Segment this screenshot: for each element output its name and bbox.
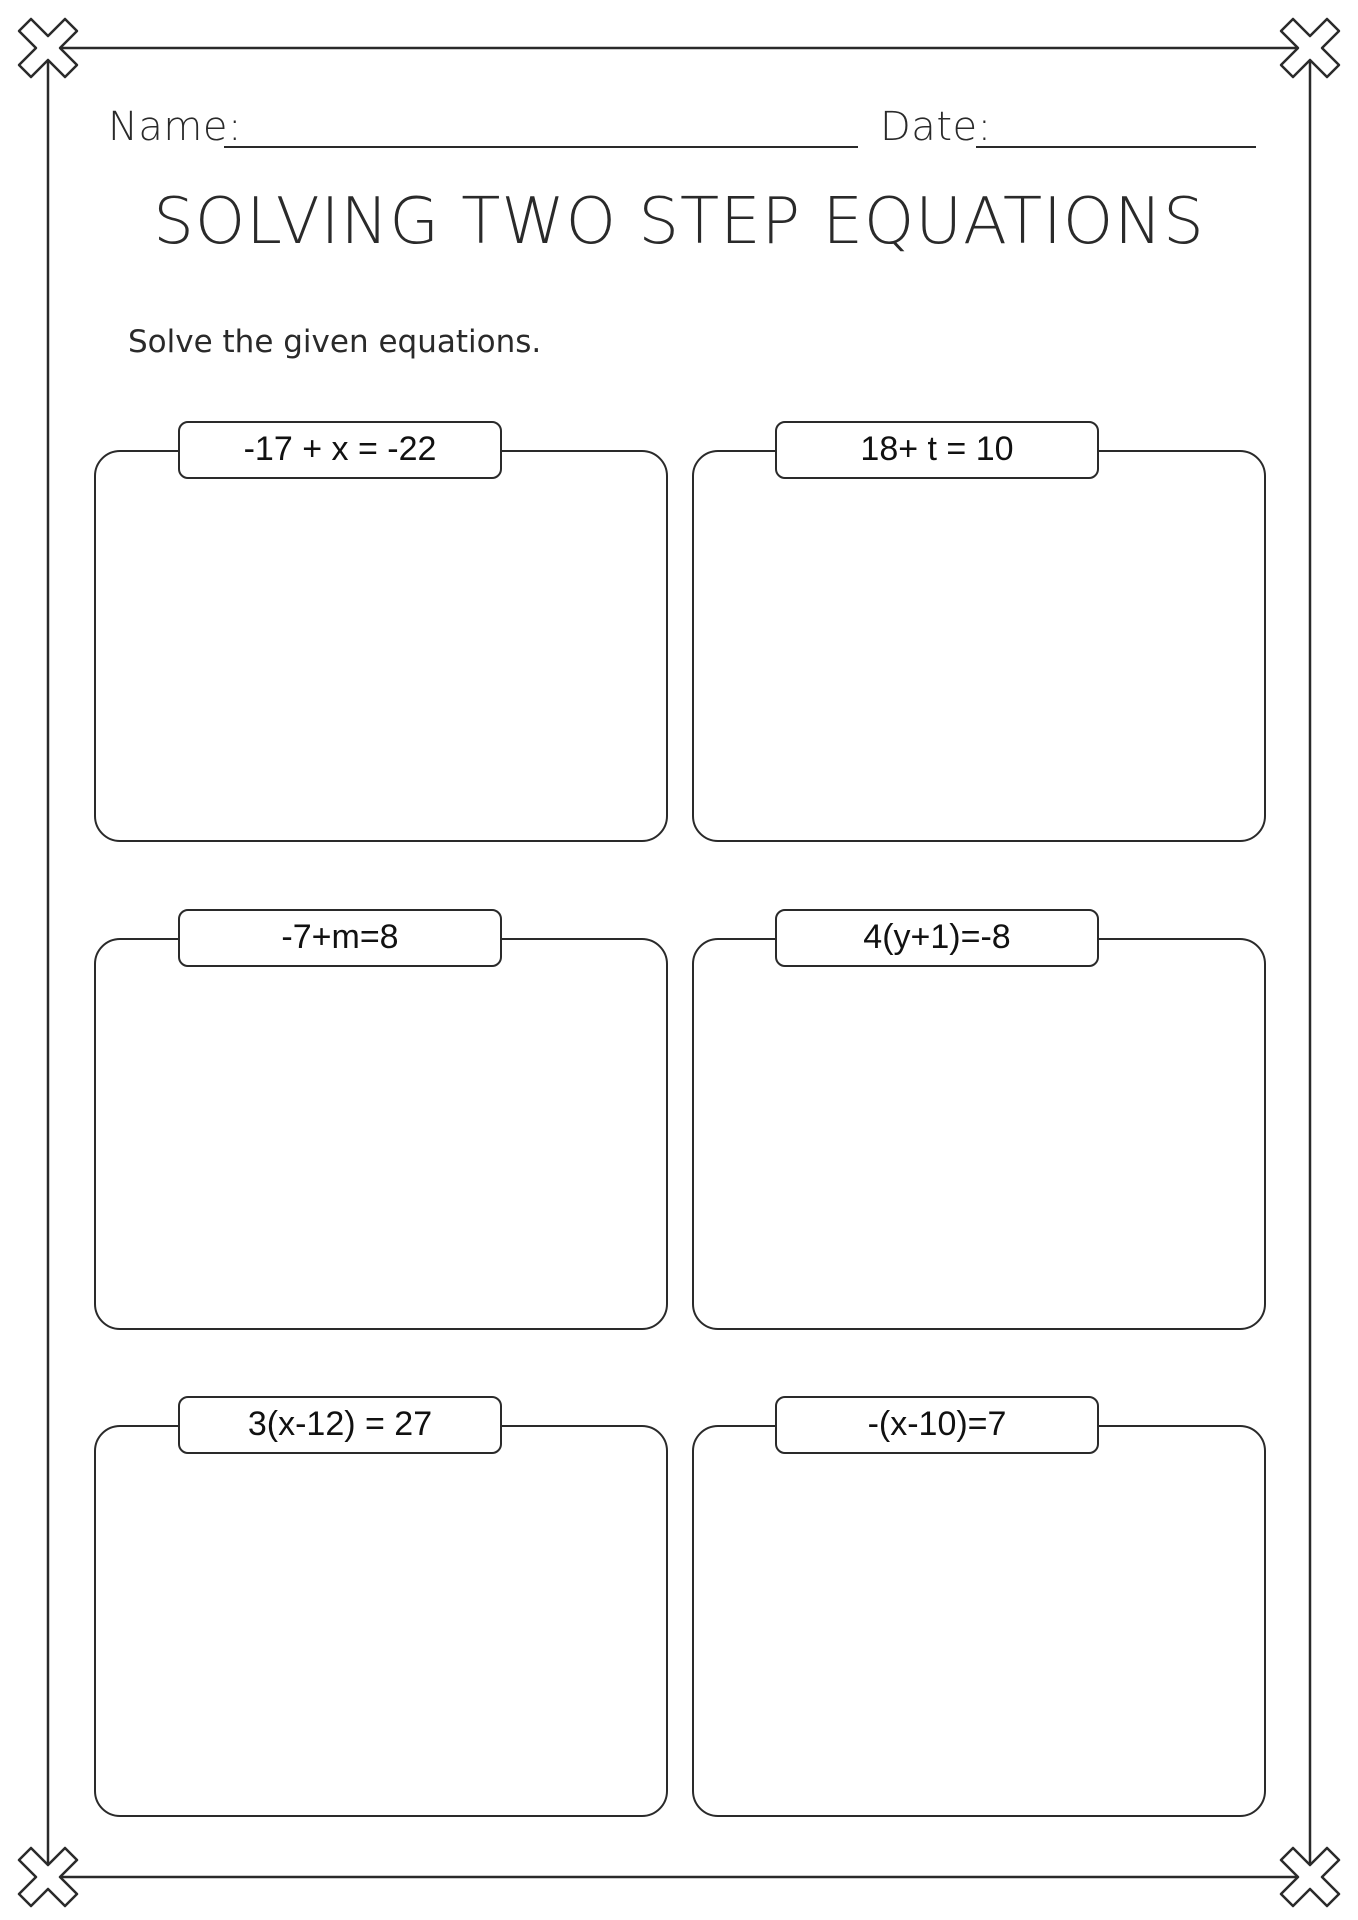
answer-box-5[interactable] [94,1425,668,1817]
name-field[interactable] [224,146,858,148]
equation-label-1: -17 + x = -22 [178,421,502,479]
equation-label-5: 3(x-12) = 27 [178,1396,502,1454]
answer-box-3[interactable] [94,938,668,1330]
equation-label-2: 18+ t = 10 [775,421,1099,479]
date-field[interactable] [976,146,1256,148]
worksheet-title: SOLVING TWO STEP EQUATIONS [153,185,1205,259]
instruction-text: Solve the given equations. [128,324,542,360]
date-label: Date: [880,104,992,150]
answer-box-4[interactable] [692,938,1266,1330]
answer-box-6[interactable] [692,1425,1266,1817]
equation-label-4: 4(y+1)=-8 [775,909,1099,967]
answer-box-2[interactable] [692,450,1266,842]
equation-label-3: -7+m=8 [178,909,502,967]
answer-box-1[interactable] [94,450,668,842]
name-label: Name: [108,104,242,150]
equation-label-6: -(x-10)=7 [775,1396,1099,1454]
